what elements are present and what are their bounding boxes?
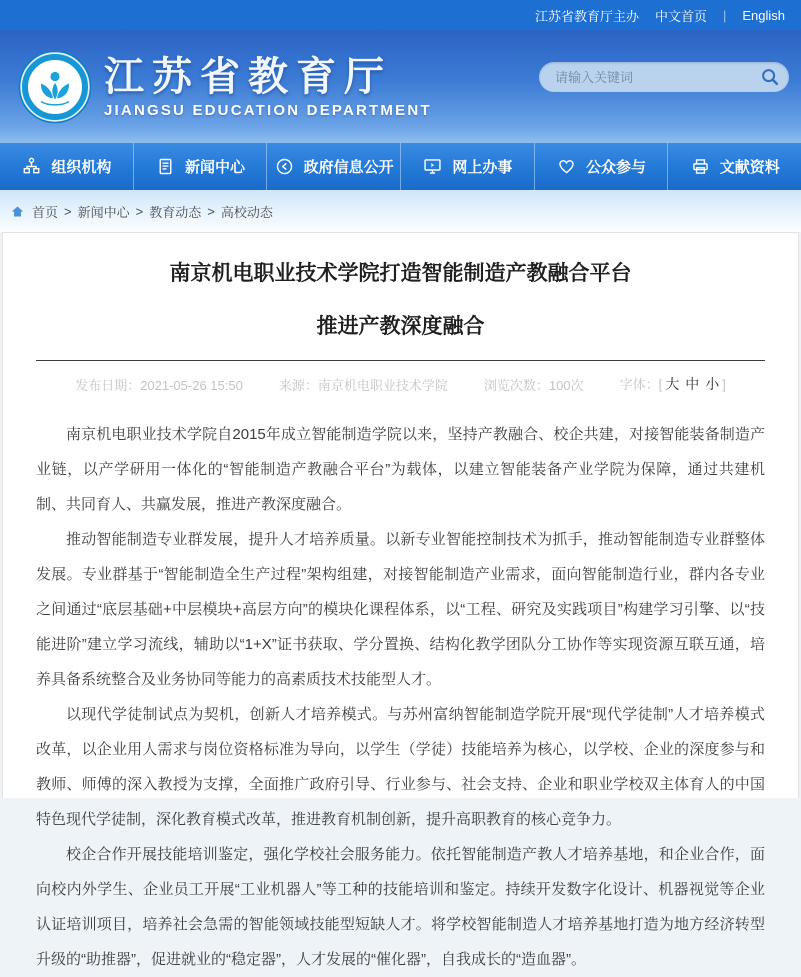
site-title: 江苏省教育厅	[104, 54, 392, 99]
documents-icon	[690, 156, 711, 177]
font-size-selector	[620, 374, 726, 394]
nav-item-documents[interactable]	[668, 143, 801, 190]
nav-item-news-center[interactable]	[134, 143, 268, 190]
info-disclosure-icon	[274, 156, 295, 177]
nav-item-gov-info[interactable]	[267, 143, 401, 190]
host-link[interactable]: 江苏省教育厅主办	[534, 8, 639, 24]
site-header	[0, 30, 801, 143]
article-paragraph: 校企合作开展技能培训鉴定，强化学校社会服务能力。依托智能制造产教人才培养基地，和企业合作，面向校内外学生、企业员工开展“工业机器人”等工种的技能培训和鉴定。持续开发数字化设计、机器视觉等企业认证培训项目，培养社会急需的智能领域技能型短缺人才。将学校智能制造人才培养基地打造为地方经济转型升级的“助推器”，促进就业的“稳定器”，人才发展的“催化器”，自我成长的“造血器”。	[36, 846, 765, 968]
nav-item-organization[interactable]	[0, 143, 134, 190]
font-size-label-end: ]	[722, 377, 726, 392]
breadcrumb-separator: >	[207, 203, 215, 219]
jiangsu-education-logo-icon	[18, 50, 92, 124]
english-link[interactable]: English	[742, 7, 785, 23]
search-box	[539, 62, 789, 92]
nav-item-label: 组织机构	[51, 159, 112, 176]
article-title-line1: 南京机电职业技术学院打造智能制造产教融合平台	[169, 262, 632, 285]
breadcrumb-item-home[interactable]: 首页	[32, 204, 59, 220]
site-subtitle: JIANGSU EDUCATION DEPARTMENT	[104, 101, 432, 119]
heart-icon	[556, 156, 577, 177]
breadcrumb-separator: >	[135, 203, 144, 219]
title-divider	[36, 360, 765, 361]
breadcrumb-separator: >	[64, 203, 72, 219]
search-input[interactable]	[553, 69, 759, 86]
topbar-divider: |	[722, 7, 727, 23]
font-size-large[interactable]: 大	[665, 376, 680, 392]
font-size-medium[interactable]: 中	[685, 376, 700, 392]
article-meta	[36, 374, 765, 394]
chinese-home-link[interactable]: 中文首页	[654, 8, 707, 24]
article-body	[36, 417, 765, 977]
news-icon	[155, 156, 176, 177]
breadcrumb-item-news[interactable]: 新闻中心	[77, 204, 130, 220]
article-source: 来源：南京机电职业技术学院	[278, 377, 448, 393]
font-size-label: 字体：[	[619, 377, 663, 392]
brand-block	[104, 55, 432, 119]
breadcrumb-item-college-dynamics[interactable]: 高校动态	[220, 204, 273, 220]
nav-item-label: 公众参与	[586, 159, 647, 176]
nav-item-public-participation[interactable]	[535, 143, 669, 190]
nav-item-online-service[interactable]	[401, 143, 535, 190]
home-icon	[10, 204, 25, 219]
nav-item-label: 政府信息公开	[303, 159, 394, 176]
article-title-line2: 推进产教深度融合	[316, 315, 485, 338]
breadcrumb-item-edu-dynamics[interactable]: 教育动态	[149, 204, 202, 220]
nav-item-label: 新闻中心	[185, 159, 246, 176]
org-chart-icon	[21, 156, 42, 177]
online-service-icon	[422, 156, 443, 177]
publish-date: 发布日期：2021-05-26 15:50	[75, 377, 243, 393]
nav-item-label: 文献资料	[719, 159, 780, 176]
article-paragraph: 以现代学徒制试点为契机，创新人才培养模式。与苏州富纳智能制造学院开展“现代学徒制”人才培养模式改革，以企业用人需求与岗位资格标准为导向，以学生（学徒）技能培养为核心，以学校、企业的深度参与和教师、师傅的深入教授为支撑，全面推广政府引导、行业参与、社会支持、企业和职业学校双主体育人的中国特色现代学徒制，深化教育模式改革，推进教育机制创新，提升高职教育的核心竞争力。	[36, 706, 765, 828]
font-size-small[interactable]: 小	[705, 376, 720, 392]
search-icon[interactable]	[759, 66, 781, 88]
article-paragraph: 南京机电职业技术学院自2015年成立智能制造学院以来，坚持产教融合、校企共建，对接智能装备制造产业链，以产学研用一体化的“智能制造产教融合平台”为载体，以建立智能装备产业学院为保障，通过共建机制、共同育人、共赢发展，推进产教深度融合。	[36, 426, 765, 513]
nav-item-label: 网上办事	[452, 159, 513, 176]
article-card	[2, 232, 799, 968]
topbar	[0, 0, 801, 30]
breadcrumb	[0, 190, 801, 232]
main-nav	[0, 143, 801, 190]
article-paragraph: 推动智能制造专业群发展，提升人才培养质量。以新专业智能控制技术为抓手，推动智能制造专业群整体发展。专业群基于“智能制造全生产过程”架构组建，对接智能制造产业需求，面向智能制造行业，群内各专业之间通过“底层基础+中层模块+高层方向”的模块化课程体系，以“工程、研究及实践项目”构建学习引擎、以“技能进阶”建立学习流线，辅助以“1+X”证书获取、学分置换、结构化教学团队分工协作等实现资源互联互通，培养具备系统整合及业务协同等能力的高素质技术技能型人才。	[36, 531, 765, 688]
view-count: 浏览次数：100次	[483, 377, 584, 393]
